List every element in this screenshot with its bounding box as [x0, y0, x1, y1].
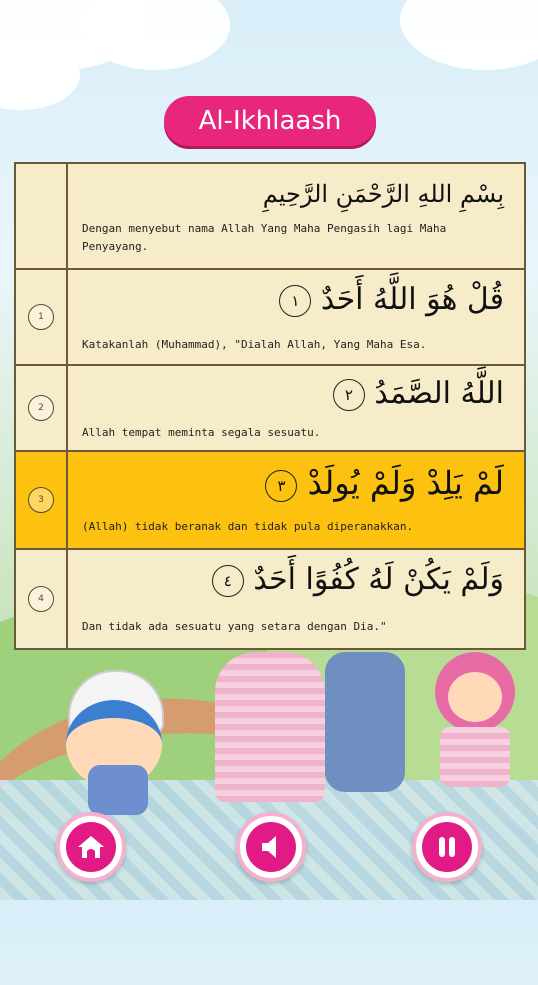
verse-arabic [257, 464, 504, 502]
verse-end-marker: ٤ [212, 565, 244, 597]
page-title [164, 96, 376, 146]
verse-translation: Dan tidak ada sesuatu yang setara dengan Dia." [82, 620, 387, 633]
verse-arabic-text: وَلَمْ يَكُنْ لَهُ كُفُوًا أَحَدٌ [253, 562, 504, 597]
audio-button[interactable] [236, 812, 306, 882]
verse-translation: Katakanlah (Muhammad), "Dialah Allah, Yang Maha Esa. [82, 338, 427, 351]
verse-gutter [16, 366, 68, 450]
mother-illustration [215, 652, 325, 802]
pause-icon [432, 832, 462, 862]
verse-gutter [16, 164, 68, 268]
verse-number-badge: 2 [28, 395, 54, 421]
verse-gutter [16, 270, 68, 364]
home-button[interactable] [56, 812, 126, 882]
verse-number-badge: 4 [28, 586, 54, 612]
boy-illustration [58, 670, 178, 820]
verse-row[interactable] [16, 270, 524, 366]
verse-gutter [16, 550, 68, 648]
verse-row-active[interactable] [16, 452, 524, 550]
verse-translation: (Allah) tidak beranak dan tidak pula diperanakkan. [82, 520, 414, 533]
page-title-text: Al-Ikhlaash [198, 106, 342, 136]
verse-arabic-text: لَمْ يَلِدْ وَلَمْ يُولَدْ [307, 464, 504, 502]
verse-end-marker: ٢ [333, 379, 365, 411]
audio-button-face [246, 822, 296, 872]
verse-arabic [325, 376, 504, 411]
home-button-face [66, 822, 116, 872]
verse-number-badge: 1 [28, 304, 54, 330]
verse-number-badge: 3 [28, 487, 54, 513]
cloud [400, 0, 538, 70]
pause-button-face [422, 822, 472, 872]
verse-arabic-text: اللَّهُ الصَّمَدُ [374, 376, 504, 411]
verse-translation: Allah tempat meminta segala sesuatu. [82, 426, 321, 439]
home-icon [76, 832, 106, 862]
verse-row[interactable] [16, 550, 524, 648]
verse-arabic [204, 562, 504, 597]
verse-gutter [16, 452, 68, 548]
verse-row[interactable] [16, 366, 524, 452]
verse-end-marker: ١ [279, 285, 311, 317]
verse-row-basmalah[interactable] [16, 164, 524, 270]
father-illustration [325, 652, 405, 792]
verse-arabic-text: قُلْ هُوَ اللَّهُ أَحَدٌ [320, 282, 504, 317]
verse-end-marker: ٣ [265, 470, 297, 502]
pause-button[interactable] [412, 812, 482, 882]
speaker-icon [256, 832, 286, 862]
verse-panel [14, 162, 526, 650]
verse-translation: Dengan menyebut nama Allah Yang Maha Pengasih lagi Maha Penyayang. [82, 222, 447, 253]
girl-illustration [430, 652, 520, 792]
verse-arabic [271, 282, 504, 317]
verse-arabic: بِسْمِ اللهِ الرَّحْمَنِ الرَّحِيمِ [262, 180, 504, 208]
